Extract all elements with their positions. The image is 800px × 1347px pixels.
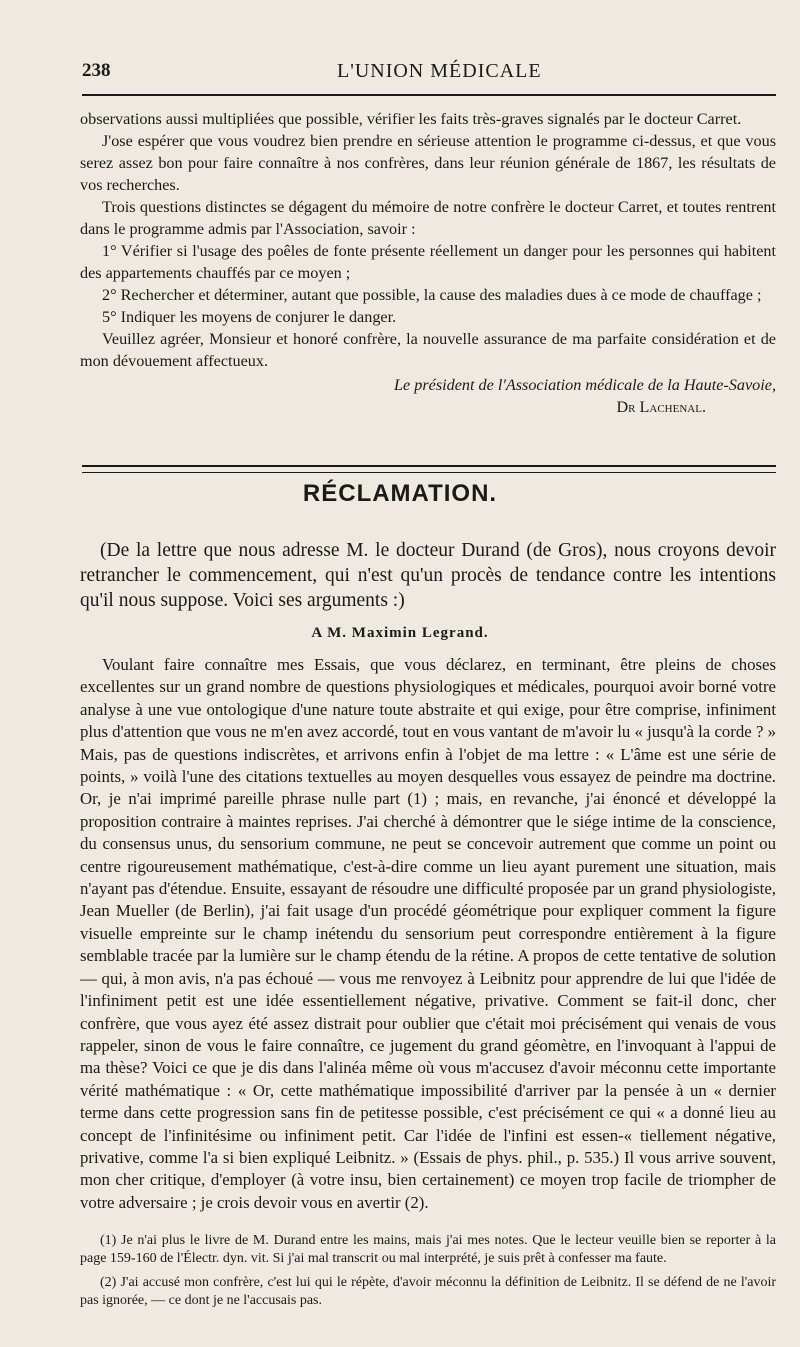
footnote: (1) Je n'ai plus le livre de M. Durand entre les mains, mais j'ai mes notes. Que le lecteur veuille bien se reporter à la page 159-160 de l'Électr. dyn. vit. Si j'ai mal transcrit ou mal interprété, je suis prêt à confesser ma faute.	[80, 1233, 776, 1266]
footnote: (2) J'ai accusé mon confrère, c'est lui qui le répète, d'avoir méconnu la définition de Leibnitz. Il se défend de ne l'avoir pas ignorée, — ce dont je ne l'accusais pas.	[80, 1275, 776, 1308]
reclamation-body	[80, 654, 776, 1214]
signature-title: Le président de l'Association médicale de la Haute-Savoie,	[394, 376, 776, 394]
signature-name: Dr Lachenal.	[616, 398, 706, 416]
editor-intro	[80, 538, 776, 613]
section-title: RÉCLAMATION.	[302, 480, 498, 507]
running-title: L'UNION MÉDICALE	[337, 60, 542, 82]
paragraph: observations aussi multipliées que possible, vérifier les faits très-graves signalés par le docteur Carret.	[80, 110, 742, 128]
paragraph: J'ose espérer que vous voudrez bien prendre en sérieuse attention le programme ci-dessus, et que vous serez assez bon pour faire connaître à nos confrères, dans leur réunion générale de 1867, les résultats de vos recherches.	[80, 132, 776, 194]
header-rule	[82, 94, 776, 96]
paragraph: Trois questions distinctes se dégagent du mémoire de notre confrère le docteur Carret, et toutes rentrent dans le programme admis par l'Association, savoir :	[80, 198, 776, 238]
body-paragraph: Voulant faire connaître mes Essais, que vous déclarez, en terminant, être pleins de choses excellentes sur un grand nombre de questions physiologiques et médicales, pourquoi avoir borné votre analyse à une vue ontologique d'une nature toute abstraite et qui exige, pour être comprise, infiniment plus d'attention que vous ne m'en avez accordé, tout en vous vantant de m'avoir lu « jusqu'à la corde ? » Mais, pas de questions indiscrètes, et arrivons enfin à l'objet de ma lettre : « L'âme est une série de points, » voilà l'une des citations textuelles au moyen desquelles vous essayez de peindre ma doctrine. Or, je n'ai imprimé pareille phrase nulle part (1) ; mais, en revanche, j'ai énoncé et développé la proposition contraire à maintes reprises. J'ai cherché à démontrer que le siége intime de la conscience, du consensus unus, du sensorium commune, ne peut se concevoir autrement que comme un point ou centre rigoureusement mathématique, c'est-à-dire comme un lieu ayant purement une situation, mais n'ayant pas d'étendue. Ensuite, essayant de résoudre une difficulté proposée par un grand physiologiste, Jean Mueller (de Berlin), j'ai fait usage d'un procédé géométrique pour expliquer comment la figure visuelle empreinte sur le champ inétendu du sensorium peut correspondre entièrement à la figure semblable tracée par la lumière sur le champ étendu de la rétine. A propos de cette tentative de solution — qui, à mon avis, n'a pas échoué — vous me renvoyez à Leibnitz pour apprendre de lui que l'idée de l'infiniment petit est une idée essentiellement négative, privative. Comment se fait-il donc, cher confrère, que vous ayez été assez distrait pour oublier que c'était moi précisément qui venais de vous rappeler, sinon de vous le faire connaître, ce jugement du grand géomètre, en l'invoquant à l'appui de ma thèse? Voici ce que je dis dans l'alinéa même où vous m'accusez d'avoir méconnu cette importante vérité mathématique : « Or, cette mathématique impossibilité d'arriver par la pensée à un « dernier terme dans cette progression sans fin de petitesse possible, c'est précisément ce qui « a donné lieu au concept de l'infinitésime ou infiniment petit. Car l'idée de l'infini est essen-« tiellement négative, privative, comme l'a si bien expliqué Leibnitz. » (Essais de phys. phil., p. 535.) Il vous arrive souvent, mon cher critique, d'employer (à votre insu, bien certainement) ce moyen trop facile de triompher de votre adversaire ; je crois devoir vous en avertir (2).	[80, 655, 776, 1212]
footnotes	[80, 1232, 776, 1316]
salutation: A M. Maximin Legrand.	[311, 625, 489, 641]
page-header	[82, 56, 776, 88]
paragraph: 2° Rechercher et déterminer, autant que possible, la cause des maladies dues à ce mode de chauffage ;	[102, 286, 762, 304]
section-divider	[82, 465, 776, 473]
paragraph: Veuillez agréer, Monsieur et honoré confrère, la nouvelle assurance de ma parfaite considération et de mon dévouement affectueux.	[80, 330, 776, 370]
page-number: 238	[82, 60, 111, 81]
intro-paragraph: (De la lettre que nous adresse M. le docteur Durand (de Gros), nous croyons devoir retrancher le commencement, qui n'est qu'un procès de tendance contre les intentions qu'il nous suppose. Voici ses arguments :)	[80, 540, 776, 611]
letter-text	[80, 108, 776, 418]
paragraph: 1° Vérifier si l'usage des poêles de fonte présente réellement un danger pour les personnes qui habitent des appartements chauffés par ce moyen ;	[80, 242, 776, 282]
paragraph: 5° Indiquer les moyens de conjurer le danger.	[102, 308, 397, 326]
